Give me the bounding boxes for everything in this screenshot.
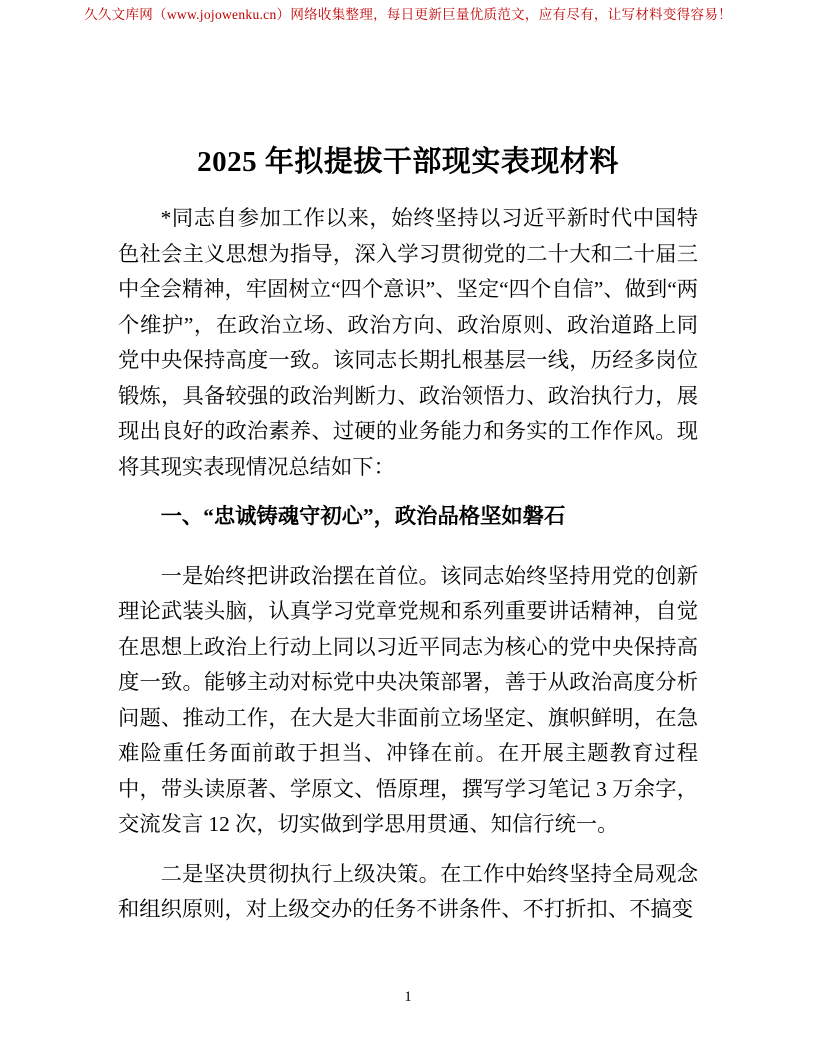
body-paragraph: *同志自参加工作以来，始终坚持以习近平新时代中国特色社会主义思想为指导，深入学习贯彻党的二十大和二十届三中全会精神，牢固树立“四个意识”、坚定“四个自信”、做到“两个维护”，在政治立场、政治方向、政治原则、政治道路上同党中央保持高度一致。该同志长期扎根基层一线，历经多岗位锻炼，具备较强的政治判断力、政治领悟力、政治执行力，展现出良好的政治素养、过硬的业务能力和务实的工作作风。现将其现实表现情况总结如下： bbox=[118, 206, 698, 479]
watermark-text: 久久文库网（www.jojowenku.cn）网络收集整理，每日更新巨量优质范文，应有尽有，让写材料变得容易！ bbox=[84, 7, 732, 22]
paragraph-list bbox=[118, 201, 698, 928]
document-title: 2025 年拟提拔干部现实表现材料 bbox=[197, 146, 619, 178]
page-footer bbox=[0, 988, 816, 1006]
document-body bbox=[118, 0, 698, 942]
page-number: 1 bbox=[404, 989, 412, 1005]
section-heading: 一、“忠诚铸魂守初心”，政治品格坚如磐石 bbox=[160, 504, 566, 528]
body-paragraph: 一是始终把讲政治摆在首位。该同志始终坚持用党的创新理论武装头脑，认真学习党章党规和系列重要讲话精神，自觉在思想上政治上行动上同以习近平同志为核心的党中央保持高度一致。能够主动对标党中央决策部署，善于从政治高度分析问题、推动工作，在大是大非面前立场坚定、旗帜鲜明，在急难险重任务面前敢于担当、冲锋在前。在开展主题教育过程中，带头读原著、学原文、悟原理，撰写学习笔记 3 万余字，交流发言 12 次，切实做到学思用贯通、知信行统一。 bbox=[118, 563, 698, 836]
body-paragraph: 二是坚决贯彻执行上级决策。在工作中始终坚持全局观念和组织原则，对上级交办的任务不讲条件、不打折扣、不搞变 bbox=[118, 861, 698, 921]
